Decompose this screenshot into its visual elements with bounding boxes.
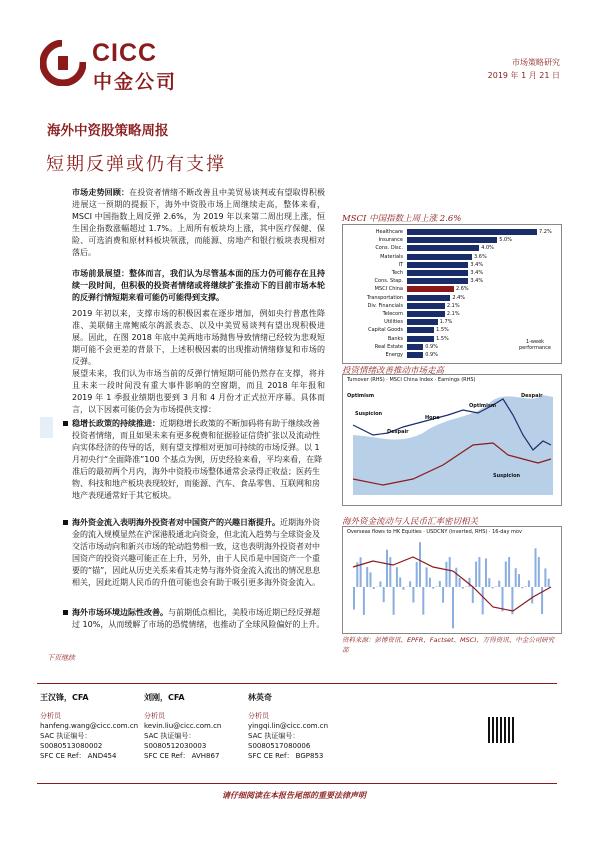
- flow-bar: [518, 574, 520, 587]
- annotation: Despair: [521, 393, 543, 399]
- bar-label: Cons. Disc.: [375, 245, 403, 252]
- footer-divider: [37, 783, 557, 784]
- author-email[interactable]: kevin.liu@cicc.com.cn: [144, 722, 222, 730]
- para-lead: 市场走势回顾：: [72, 188, 130, 197]
- weekly-title: 海外中资股策略周报: [47, 123, 169, 139]
- flow-bar: [416, 562, 418, 587]
- flow-bar: [379, 581, 381, 587]
- flow-bar: [502, 587, 504, 611]
- author-email[interactable]: hanfeng.wang@cicc.com.cn: [40, 722, 139, 730]
- flow-bar: [432, 587, 434, 589]
- flow-bar: [436, 586, 438, 587]
- bar-value: 5.0%: [499, 237, 512, 244]
- fig1-chart: [342, 224, 562, 364]
- bar-value: 2.1%: [446, 311, 460, 317]
- fig3-svg: [343, 527, 561, 633]
- flow-bar: [389, 557, 391, 587]
- bar-value: 0.9%: [425, 343, 438, 350]
- flow-bar: [363, 587, 365, 615]
- bar-label: Healthcare: [375, 229, 403, 235]
- flow-bar: [412, 587, 414, 603]
- flow-bar: [445, 562, 447, 587]
- bar: [407, 352, 423, 358]
- flow-bar: [452, 587, 454, 628]
- annotation: Suspicion: [355, 411, 383, 417]
- flow-bars: [353, 542, 550, 628]
- flow-bar: [409, 581, 411, 587]
- bar: [407, 262, 468, 268]
- bar: [407, 245, 479, 251]
- paragraph-3: 2019 年初以来，支撑市场的积极因素在逐步增加，例如央行普惠性降准、美联储主席鲍威尔鸽派表态、以及中美贸易谈判有望出现积极进展。因此，在图 2018 年底中美两地市场抛售导致情绪已经较为悲观短期可能不会更差的背景下，上述积极因素的出现推动情绪修复和市场的反弹。: [72, 309, 325, 366]
- author-role: 分析员: [40, 712, 61, 720]
- bar: [407, 327, 434, 333]
- source-note: 资料来源：彭博资讯、EPFR、Factset、MSCI、万得资讯、中金公司研究部: [342, 636, 555, 654]
- flow-bar: [469, 578, 471, 587]
- bar: [407, 229, 537, 235]
- bar-value: 4.0%: [481, 245, 494, 252]
- paragraph-outlook: 市场前景展望：整体而言，我们认为尽管基本面的压力仍可能存在且持续一段时间，但积极的投资者情绪或将继续扩张推动下的目前市场本轮的反弹行情短期来看可能仍可能得到支撑。: [72, 269, 326, 302]
- author-sfc: SFC CE Ref： AND454: [40, 752, 117, 760]
- report-date: 2019 年 1 月 21 日: [487, 71, 560, 80]
- bar-label: Materials: [380, 253, 403, 260]
- bar-value: 7.2%: [539, 229, 552, 235]
- flow-bar: [505, 561, 507, 587]
- bar-label: Capital Goods: [368, 327, 403, 334]
- flow-bar: [373, 587, 375, 589]
- flow-bar: [403, 587, 405, 590]
- flow-bar: [492, 587, 494, 588]
- flow-bar: [422, 587, 424, 615]
- author-block: [40, 693, 150, 761]
- flow-bar: [528, 580, 530, 587]
- flow-bar: [383, 587, 385, 602]
- bar-value: 2.6%: [455, 286, 469, 293]
- bar-label: Real Estate: [374, 343, 403, 350]
- qr-code-icon: [488, 717, 514, 743]
- bar: [407, 270, 468, 276]
- flow-bar: [498, 581, 500, 587]
- bar: [407, 336, 434, 342]
- paragraph-review: 市场走势回顾：在投资者情绪不断改善且中美贸易谈判或有望取得积极进展这一预期的提振下，海外中资股市场上周继续走高，整体来看，MSCI 中国指数上周反弹 2.6%，为 2019 年以来第二周出现上涨，恒生国企指数涨幅超过 1.7%。上周所有板块均上涨，其中医疗保健、保险、可选消费和原材料板块领涨，而能源、房地产和银行板块表现相对落后。: [72, 188, 326, 257]
- next-page-link[interactable]: 下页继续: [47, 654, 75, 662]
- cicc-logo-icon: [40, 40, 86, 86]
- flow-bar: [482, 587, 484, 614]
- author-sac: SAC 执证编号：S0080517080006: [248, 732, 311, 750]
- bar-value: 3.4%: [470, 270, 484, 276]
- flow-bar: [488, 578, 490, 587]
- flow-bar: [370, 572, 372, 587]
- bar: [407, 295, 450, 301]
- annotation: Despair: [387, 429, 409, 435]
- flow-bar: [531, 587, 533, 604]
- flow-bar: [353, 587, 355, 610]
- flow-bar: [439, 581, 441, 587]
- author-sfc: SFC CE Ref： BGP853: [248, 752, 324, 760]
- footer-disclaimer: 请仔细阅读在本报告尾部的重要法律声明: [222, 791, 366, 800]
- logo-en: CICC: [92, 39, 158, 67]
- annotation: Hope: [425, 415, 440, 421]
- author-block: [248, 693, 358, 761]
- bar-label: Cons. Stap.: [374, 278, 403, 285]
- flow-bar: [386, 550, 388, 587]
- flow-bar: [366, 567, 368, 587]
- flow-bar: [508, 557, 510, 587]
- flow-bar: [399, 577, 401, 587]
- bar: [407, 303, 445, 309]
- flow-bar: [475, 562, 477, 587]
- bar: [407, 278, 468, 284]
- fig3-title: 海外资金流动与人民币汇率密切相关: [342, 517, 479, 527]
- bullet-policy: 稳增长政策的持续推进：近期稳增长政策的不断加码将有助于继续改善投资者情绪，而且如果未来有更多税费和征据验证信贷扩张以及流动性向实体经济的传导的话，则有望支撑相对更加可持续的市场反弹。以 1 月初央行“全面降准”100 个基点为例，历史经验来看，平均来看，在降准后的最初两个月内，海外中资股市场整体通常会录得正收益；医药生物、科技和地产板块表现较好，而能源、汽车、食品零售、互联网和房地产表现通常好于其它板块。: [72, 418, 325, 502]
- bar-label: Energy: [385, 352, 403, 358]
- bar: [407, 237, 497, 243]
- flow-bar: [521, 587, 523, 588]
- paragraph-4: 展望未来，我们认为市场当前的反弹行情短期可能仍然存在支撑，将并且未来一段时间没有重大事件影响的空窗期，而且 2018 年年报和 2019 年 1 季报业绩期也要到 3 月和 4 月份才正式拉开序幕。具体而言，以下因素可能仍会为市场提供支撑：: [72, 369, 325, 414]
- bar-label: Div. Financials: [367, 302, 403, 309]
- bar-label: Utilities: [384, 319, 403, 326]
- flow-bar: [525, 586, 527, 587]
- flow-bar: [462, 587, 464, 589]
- bar-value: 1.7%: [439, 319, 453, 326]
- fig1-legend: 1-week performance: [518, 339, 552, 351]
- flow-bar: [429, 578, 431, 587]
- author-sac: SAC 执证编号：S0080512030003: [144, 732, 207, 750]
- flow-bar: [455, 568, 457, 587]
- bar-value: 1.5%: [436, 327, 449, 334]
- author-role: 分析员: [144, 712, 165, 720]
- fig1-title: MSCI 中国指数上周上涨 2.6%: [342, 214, 462, 224]
- fig2-chart: [342, 374, 562, 506]
- bar-value: 3.4%: [470, 278, 484, 285]
- bar-label: MSCI China: [374, 286, 403, 293]
- logo-cn: 中金公司: [93, 71, 178, 93]
- annotation: Suspicion: [493, 473, 521, 479]
- author-divider: [37, 683, 557, 684]
- bullet-marker: [40, 417, 53, 438]
- flow-bar: [419, 542, 421, 587]
- author-name: 林英奇: [248, 693, 272, 702]
- bar-label: IT: [398, 261, 403, 268]
- flow-bar: [485, 558, 487, 587]
- bar-label: Banks: [387, 335, 403, 342]
- flow-bar: [472, 587, 474, 603]
- flow-bar: [393, 587, 395, 615]
- flow-bar: [360, 557, 362, 587]
- fig2-title: 投资情绪改善推动市场走高: [342, 366, 445, 376]
- author-name: 王汉锋，CFA: [40, 693, 89, 702]
- flow-bar: [538, 557, 540, 587]
- annotation: Optimism: [347, 393, 375, 399]
- report-type: 市场策略研究: [512, 58, 560, 67]
- author-sac: SAC 执证编号：S0080513080002: [40, 732, 103, 750]
- author-role: 分析员: [248, 712, 269, 720]
- bar-value: 2.4%: [452, 294, 466, 301]
- bar-value: 1.5%: [436, 335, 449, 342]
- flow-bar: [515, 568, 517, 587]
- bar: [407, 254, 472, 260]
- annotation: Optimism: [469, 403, 497, 409]
- bar-label: Tech: [391, 270, 403, 276]
- author-sfc: SFC CE Ref： AVH867: [144, 752, 220, 760]
- bar-label: Transportation: [366, 294, 403, 301]
- flow-bar: [442, 587, 444, 603]
- bar-value: 3.6%: [474, 253, 487, 260]
- flow-bar: [449, 557, 451, 587]
- author-email[interactable]: yingqi.lin@cicc.com.cn: [248, 722, 329, 730]
- flow-bar: [548, 579, 550, 587]
- bar-label: Telecom: [382, 311, 403, 317]
- fig3-legend: Overseas flows to HK Equities · USDCNY (inverted, RHS) · 16-day mov: [347, 529, 522, 535]
- bar-value: 0.9%: [425, 352, 438, 358]
- bullet-market: 海外市场环境边际性改善。与前期低点相比，美股市场近期已经反弹超过 10%，从而缓解了市场的恐慌情绪，也推动了全球风险偏好的上升。: [72, 608, 325, 629]
- bar: [407, 319, 438, 325]
- turnover-area: [353, 395, 553, 495]
- author-block: [144, 693, 254, 761]
- bar: [407, 286, 454, 292]
- bar: [407, 311, 445, 317]
- flow-bar: [544, 568, 546, 587]
- main-title: 短期反弹或仍有支撑: [46, 154, 226, 175]
- bar-value: 3.4%: [470, 261, 484, 268]
- flow-bar: [535, 548, 537, 587]
- flow-bar: [396, 567, 398, 587]
- flow-bar: [426, 567, 428, 587]
- bar: [407, 344, 423, 350]
- author-name: 刘刚，CFA: [144, 693, 185, 702]
- bar-value: 2.1%: [446, 302, 460, 309]
- flow-bar: [459, 578, 461, 587]
- bar-label: Insurance: [378, 237, 403, 244]
- fig3-chart: [342, 526, 562, 634]
- fig2-legend: Turnover (RHS) · MSCI China Index · Earnings (RHS): [347, 377, 476, 383]
- flow-bar: [478, 557, 480, 587]
- bullet-flows: 海外资金流入表明海外投资者对中国资产的兴趣日渐提升。近期海外资金的流入规模显然在沪深港股通北向资金，但北流入趋势与全球资金及交活市场动向和新兴市场的轮动趋势相一致，这也表明海外投资者对中国资产的投资兴趣可能正在上升，另外，由于人民币是中国资产一个重要的“锚”，因此从历史关系来看其走势与海外资金流入流出的情况息息相关，因此近期人民币的升值可能也会有助于吸引更多海外资金流入。: [72, 517, 325, 589]
